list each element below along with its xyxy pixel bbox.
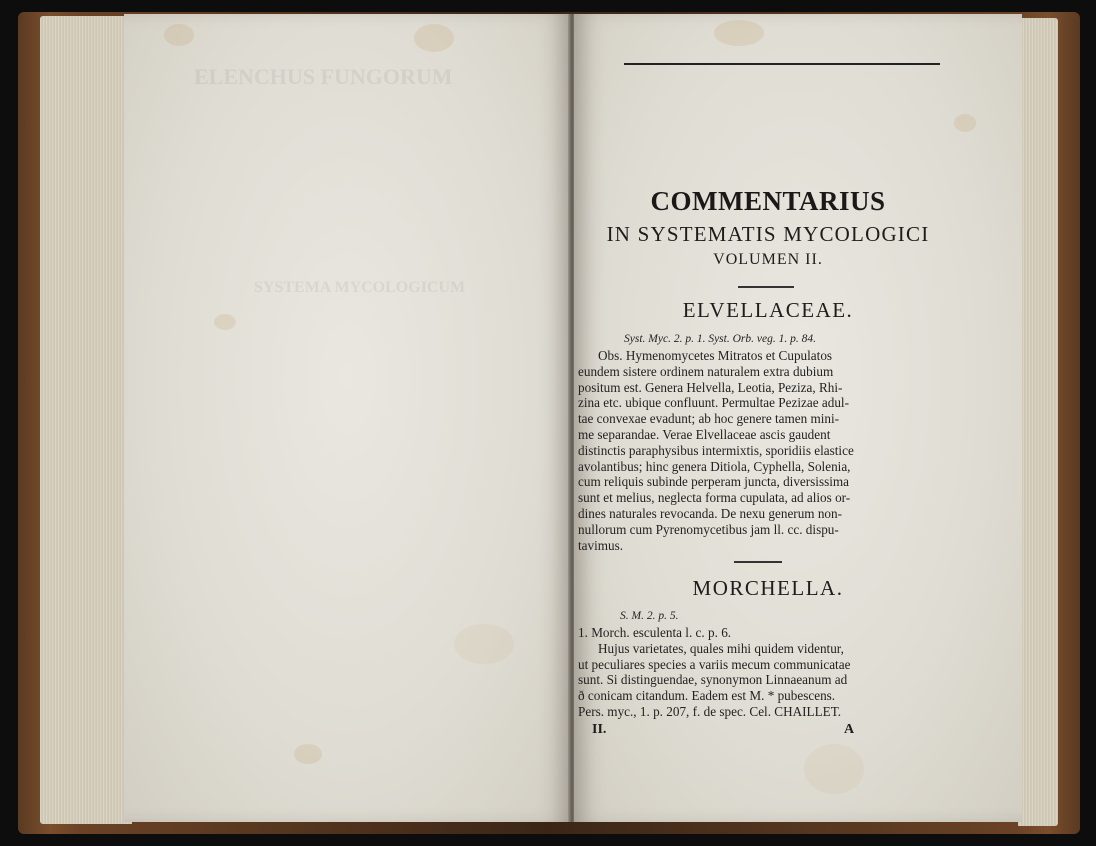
text-line: Hujus varietates, quales mihi quidem videntur,	[598, 640, 844, 656]
show-through-text: SYSTEMA MYCOLOGICUM	[254, 279, 466, 296]
page-title: COMMENTARIUS	[650, 186, 886, 216]
text-line: sunt et melius, neglecta forma cupulata, ad alios or-	[578, 490, 851, 506]
text-line: tae convexae evadunt; ab hoc genere tamen mini-	[578, 411, 840, 427]
signature-letter: A	[844, 722, 855, 737]
text-line: positum est. Genera Helvella, Leotia, Peziza, Rhi-	[578, 379, 843, 395]
signature-numeral: II.	[592, 722, 607, 737]
section-reference: Syst. Myc. 2. p. 1. Syst. Orb. veg. 1. p. 84.	[624, 333, 816, 345]
text-line: eundem sistere ordinem naturalem extra dubium	[578, 363, 834, 379]
text-line: ut peculiares species a variis mecum communicatae	[578, 656, 851, 672]
text-line: distinctis paraphysibus intermixtis, sporidiis elastice	[578, 442, 854, 458]
text-line: nullorum cum Pyrenomycetibus jam ll. cc. dispu-	[578, 521, 839, 537]
volume-label: VOLUMEN II.	[713, 251, 823, 268]
section-heading-elvellaceae: ELVELLACEAE.	[682, 298, 854, 322]
left-page	[124, 14, 570, 822]
left-page-stack	[40, 16, 132, 824]
text-line: me separandae. Verae Elvellaceae ascis gaudent	[578, 427, 831, 442]
text-line: ð conicam citandum. Eadem est M. * pubescens.	[578, 688, 836, 704]
text-line: dines naturales revocanda. De nexu generum non-	[578, 506, 843, 521]
text-line: tavimus.	[578, 537, 624, 553]
stain	[954, 114, 976, 132]
stain	[164, 24, 194, 46]
page-subtitle: IN SYSTEMATIS MYCOLOGICI	[606, 222, 930, 246]
header-rule	[624, 63, 940, 65]
stain	[804, 744, 864, 794]
text-line: 1. Morch. esculenta l. c. p. 6.	[578, 625, 732, 640]
text-line: Obs. Hymenomycetes Mitratos et Cupulatos	[598, 348, 833, 363]
stain	[454, 624, 514, 664]
text-line: sunt. Si distinguendae, synonymon Linnaeanum ad	[578, 672, 848, 688]
text-line: avolantibus; hinc genera Ditiola, Cyphella, Solenia,	[578, 458, 851, 474]
stain	[414, 24, 454, 52]
title-rule	[738, 286, 794, 288]
right-page-stack	[1018, 18, 1058, 826]
stain	[714, 20, 764, 46]
show-through-text: ELENCHUS FUNGORUM	[194, 64, 453, 89]
section-heading-morchella: MORCHELLA.	[692, 576, 844, 600]
text-line: Pers. myc., 1. p. 207, f. de spec. Cel. CHAILLET.	[578, 704, 842, 719]
stain	[214, 314, 236, 330]
text-line: cum reliquis subinde perperam juncta, diversissima	[578, 474, 850, 490]
section-reference: S. M. 2. p. 5.	[620, 610, 679, 622]
stain	[294, 744, 322, 764]
section-rule	[734, 561, 782, 563]
text-line: zina etc. ubique confluunt. Permultae Pezizae adul-	[578, 395, 849, 411]
